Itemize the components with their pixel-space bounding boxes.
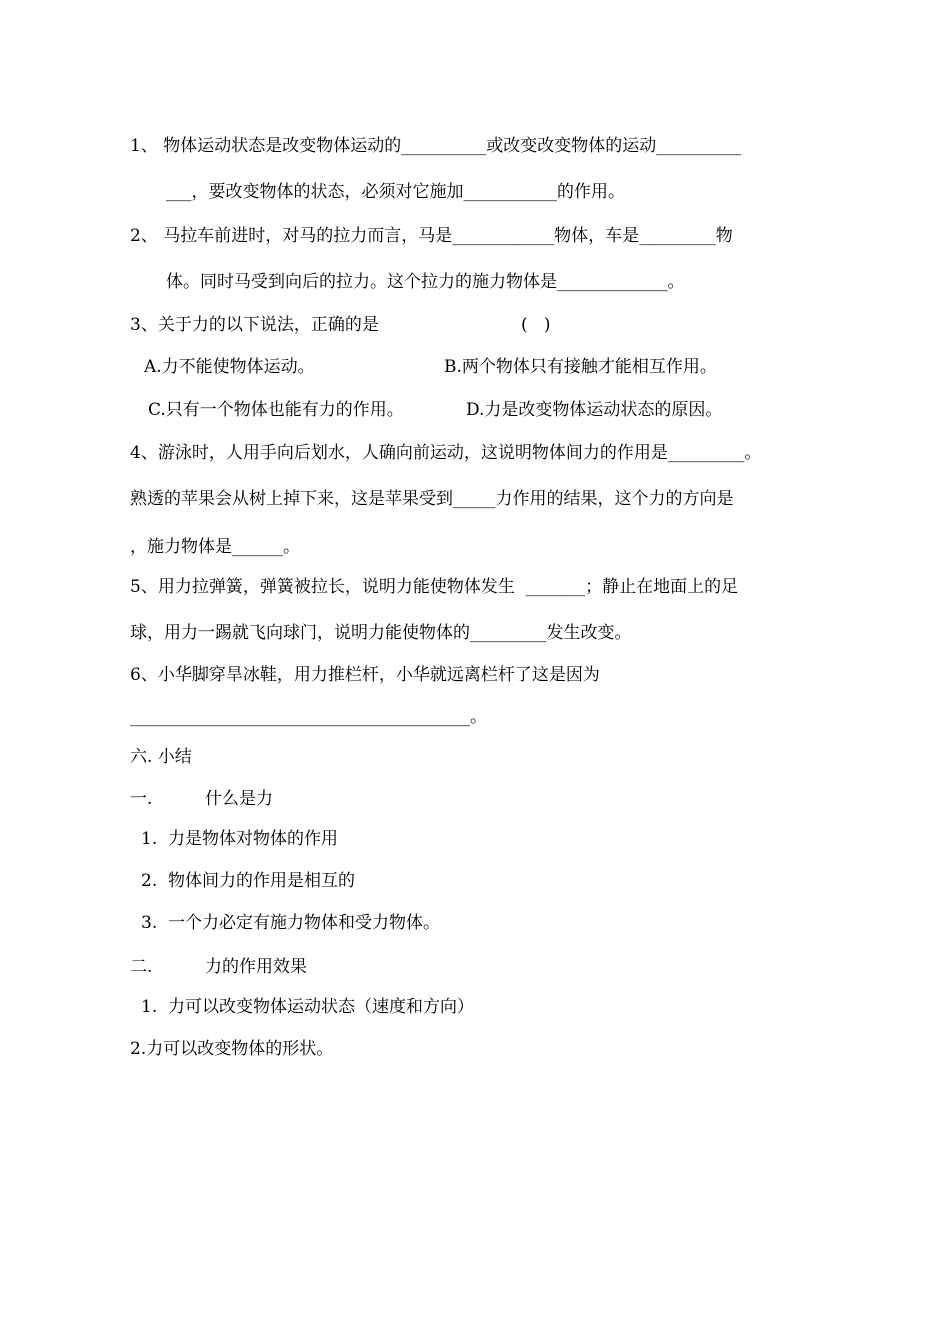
question-3-stem: 3、关于力的以下说法，正确的是 <box>130 315 379 335</box>
question-1-line-2: ___，要改变物体的状态，必须对它施加___________的作用。 <box>166 182 625 202</box>
summary-section-1-item-1: 1. 力是物体对物体的作用 <box>141 829 339 849</box>
summary-section-1-item-2: 2. 物体间力的作用是相互的 <box>141 871 356 891</box>
question-6-line-1: 6、小华脚穿旱冰鞋，用力推栏杆，小华就远离栏杆了这是因为 <box>130 665 600 685</box>
question-3-answer-paren: ( ) <box>521 315 551 335</box>
summary-section-2-item-1: 1. 力可以改变物体运动状态（速度和方向） <box>141 997 475 1017</box>
question-6-line-2: ________________________________________。 <box>130 707 487 727</box>
summary-heading: 六. 小结 <box>130 747 192 767</box>
question-5-line-1: 5、用力拉弹簧，弹簧被拉长，说明力能使物体发生 _______；静止在地面上的足 <box>130 577 739 597</box>
summary-section-1-title: 什么是力 <box>205 789 273 809</box>
question-5-line-2: 球，用力一踢就飞向球门，说明力能使物体的_________发生改变。 <box>130 623 632 643</box>
question-2-line-1: 2、 马拉车前进时，对马的拉力而言，马是____________物体，车是_________物 <box>130 226 733 246</box>
summary-section-1-number: 一. <box>130 789 153 809</box>
summary-section-2-number: 二. <box>130 957 153 977</box>
question-4-line-2: 熟透的苹果会从树上掉下来，这是苹果受到_____力作用的结果，这个力的方向是 <box>130 489 734 509</box>
summary-section-2-item-2: 2.力可以改变物体的形状。 <box>130 1039 334 1059</box>
question-4-line-1: 4、游泳时，人用手向后划水，人确向前运动，这说明物体间力的作用是_________。 <box>130 443 762 463</box>
summary-section-2-title: 力的作用效果 <box>205 957 307 977</box>
question-3-option-d: D.力是改变物体运动状态的原因。 <box>466 400 723 420</box>
question-3-option-c: C.只有一个物体也能有力的作用。 <box>148 400 404 420</box>
question-3-option-a: A.力不能使物体运动。 <box>144 357 315 377</box>
question-4-line-3: ，施力物体是______。 <box>130 537 300 557</box>
question-2-line-2: 体。同时马受到向后的拉力。这个拉力的施力物体是_____________。 <box>166 272 685 292</box>
summary-section-1-item-3: 3. 一个力必定有施力物体和受力物体。 <box>141 913 441 933</box>
question-1-line-1: 1、 物体运动状态是改变物体运动的__________或改变改变物体的运动__________ <box>130 136 742 156</box>
question-3-option-b: B.两个物体只有接触才能相互作用。 <box>444 357 717 377</box>
